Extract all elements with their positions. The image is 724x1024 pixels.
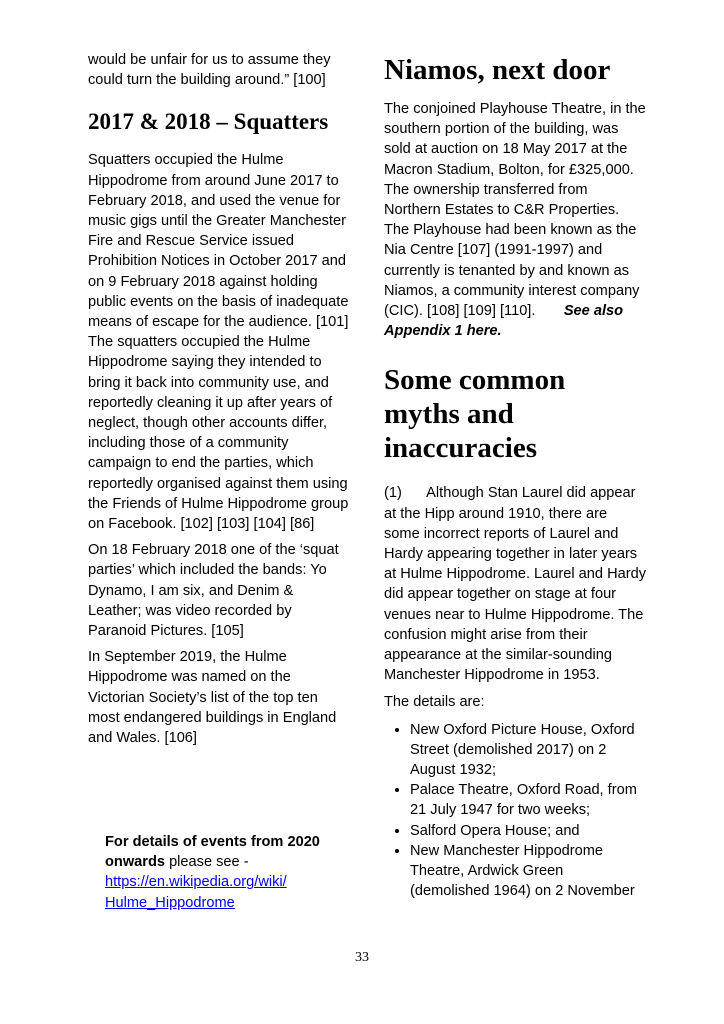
niamos-heading: Niamos, next door bbox=[384, 54, 611, 86]
wikipedia-link-line2: Hulme_Hippodrome bbox=[105, 894, 235, 911]
list-item: • New Oxford Picture House, Oxford Street (demolished 2017) on 2 August 1932; bbox=[410, 720, 646, 781]
squat-parties-paragraph: On 18 February 2018 one of the ‘squat parties’ which included the bands: Yo Dynamo, I am six, and Denim & Leather; was video recorded by Paranoid Pictures. [105] bbox=[88, 542, 339, 640]
laurel-hardy-text: Although Stan Laurel did appear at the Hipp around 1910, there are some incorrect reports of Laurel and Hardy appearing together in later years at Hulme Hippodrome. Laurel and Hardy did appear together on stage at four venues near to Hulme Hippodrome. The confusion might arise from their appearance at the similar-sounding Manchester Hippodrome in 1953. bbox=[384, 485, 647, 684]
appendix-reference: See also Appendix 1 here. bbox=[384, 303, 624, 340]
note-text: please see - bbox=[165, 854, 249, 871]
wikipedia-link-line1: https://en.wikipedia.org/wiki/ bbox=[105, 874, 287, 891]
squatters-paragraph: Squatters occupied the Hulme Hippodrome from around June 2017 to February 2018, and used the venue for music gigs until the Greater Manchester Fire and Rescue Service issued Prohibition Notices in October 2017 and on 9 February 2018 against holding public events on the basis of inadequate means of escape for the audience. [101] The squatters occupied the Hulme Hippodrome saying they intended to bring it back into community use, and reportedly cleaning it up after years of neglect, though other accounts differ, including those of a community campaign to end the parties, which reportedly organised against them using the Friends of Hulme Hippodrome group on Facebook. [102] [103] [104] [86] bbox=[88, 152, 349, 533]
events-note bbox=[105, 832, 345, 913]
right-column bbox=[384, 53, 646, 902]
list-item: • Palace Theatre, Oxford Road, from 21 July 1947 for two weeks; bbox=[410, 780, 646, 820]
intro-tail-paragraph: would be unfair for us to assume they could turn the building around.” [100] bbox=[88, 52, 331, 89]
myths-heading-line3: inaccuracies bbox=[384, 432, 538, 465]
list-item: • New Manchester Hippodrome Theatre, Ardwick Green (demolished 1964) on 2 November bbox=[410, 841, 646, 902]
niamos-paragraph-text: The conjoined Playhouse Theatre, in the southern portion of the building, was sold at auction on 18 May 2017 at the Macron Stadium, Bolton, for £325,000. The ownership transferred from Northern Estates to C&R Properties. The Playhouse had been known as the Nia Centre [107] (1991-1997) and currently is tenanted by and known as Niamos, a community interest company (CIC). [108] [109] [110]. bbox=[384, 101, 646, 320]
niamos-paragraph bbox=[384, 99, 646, 341]
list-item: • Salford Opera House; and bbox=[410, 821, 646, 841]
squatters-heading: 2017 & 2018 – Squatters bbox=[88, 109, 329, 135]
venue-list bbox=[384, 720, 646, 902]
details-intro: The details are: bbox=[384, 694, 485, 711]
wikipedia-link[interactable] bbox=[105, 874, 287, 910]
laurel-hardy-paragraph bbox=[384, 483, 646, 685]
myths-heading bbox=[384, 363, 646, 465]
myths-heading-line2: myths and bbox=[384, 398, 514, 431]
left-column bbox=[88, 50, 350, 748]
victorian-society-paragraph: In September 2019, the Hulme Hippodrome was named on the Victorian Society’s list of the top ten most endangered buildings in England and Wales. [106] bbox=[88, 649, 337, 747]
note-bold-text: For details of events from 2020 onwards bbox=[105, 834, 320, 871]
item-number: (1) bbox=[384, 485, 402, 502]
page-number: 33 bbox=[355, 950, 369, 965]
myths-heading-line1: Some common bbox=[384, 364, 566, 397]
